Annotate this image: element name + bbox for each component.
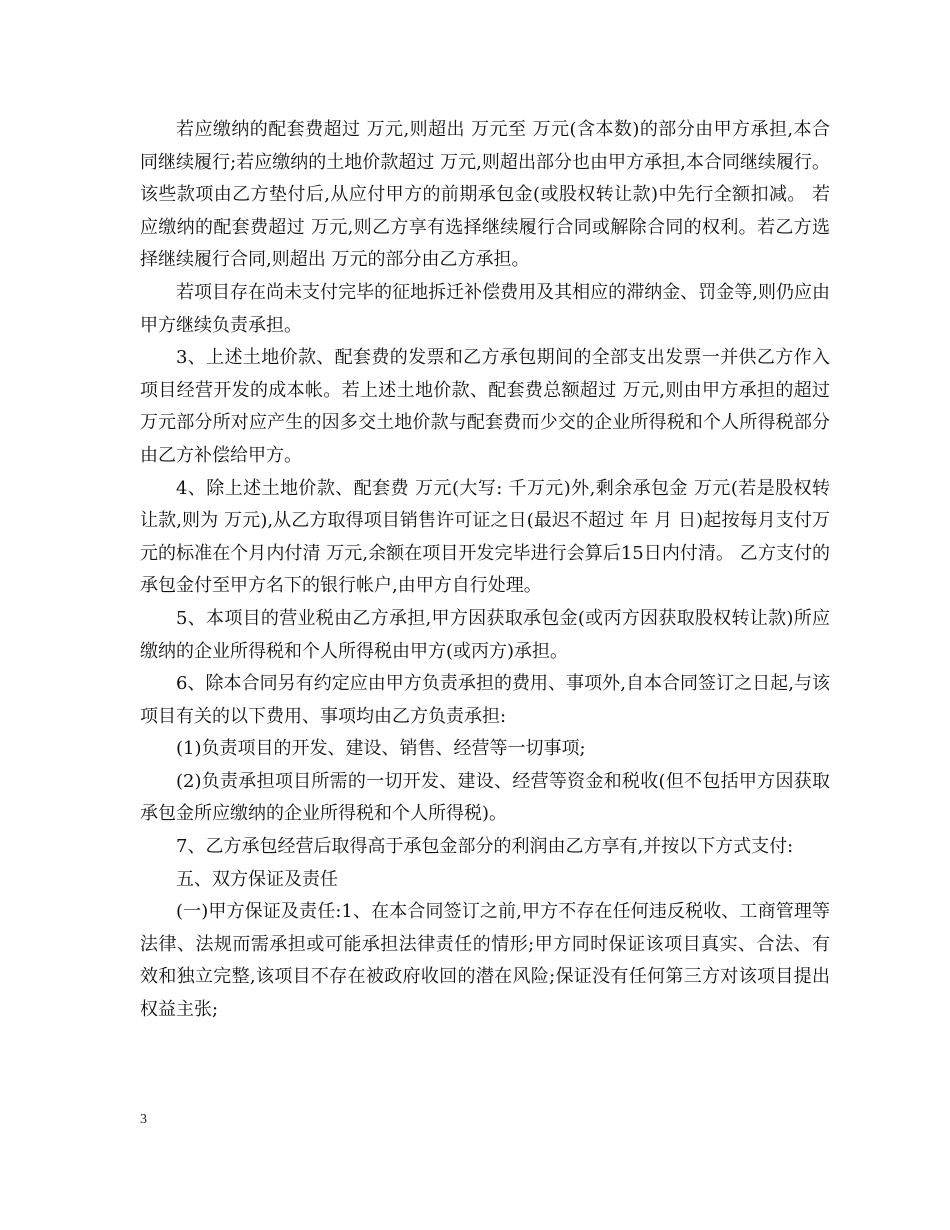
paragraph-clause-7-profit: 7、乙方承包经营后取得高于承包金部分的利润由乙方享有,并按以下方式支付: [176,836,794,858]
paragraph-obligation-2: (2)负责承担项目所需的一切开发、建设、经营等资金和税收(但不包括甲方因获取承包金所应缴纳的企业所得税和个人所得税)。 [140,770,830,825]
section-heading-guarantees: 五、双方保证及责任 [176,868,338,890]
paragraph-clause-3-invoices: 3、上述土地价款、配套费的发票和乙方承包期间的全部支出发票一并供乙方作入项目经营开发的成本帐。若上述土地价款、配套费总额超过 万元,则由甲方承担的超过 万元部分所对应产生的因多交土地价款与配套费而少交的企业所得税和个人所得税部分由乙方补偿给甲方。 [140,347,830,466]
paragraph-land-compensation: 若项目存在尚未支付完毕的征地拆迁补偿费用及其相应的滞纳金、罚金等,则仍应由甲方继续负责承担。 [140,281,830,336]
paragraph-clause-6-obligations: 6、除本合同另有约定应由甲方负责承担的费用、事项外,自本合同签订之日起,与该项目有关的以下费用、事项均由乙方负责承担: [140,673,830,727]
paragraph-party-a-guarantees: (一)甲方保证及责任:1、在本合同签订之前,甲方不存在任何违反税收、工商管理等法律、法规而需承担或可能承担法律责任的情形;甲方同时保证该项目真实、合法、有效和独立完整,该项目不存在被政府收回的潜在风险;保证没有任何第三方对该项目提出权益主张; [140,901,830,1021]
paragraph-obligation-1: (1)负责项目的开发、建设、销售、经营等一切事项; [176,738,586,760]
paragraph-clause-5-taxes: 5、本项目的营业税由乙方承担,甲方因获取承包金(或丙方因获取股权转让款)所应缴纳的企业所得税和个人所得税由甲方(或丙方)承担。 [140,607,830,662]
paragraph-fee-overrun: 若应缴纳的配套费超过 万元,则超出 万元至 万元(含本数)的部分由甲方承担,本合同继续履行;若应缴纳的土地价款超过 万元,则超出部分也由甲方承担,本合同继续履行。该些款项由乙方垫付后,从应付甲方的前期承包金(或股权转让款)中先行全额扣减。 若应缴纳的配套费超过 万元,则乙方享有选择继续履行合同或解除合同的权利。若乙方选择继续履行合同,则超出 万元的部分由乙方承担。 [140,119,830,271]
paragraph-clause-4-payment: 4、除上述土地价款、配套费 万元(大写: 千万元)外,剩余承包金 万元(若是股权转让款,则为 万元),从乙方取得项目销售许可证之日(最迟不超过 年 月 日)起按每月支付万元的标准在个月内付清 万元,余额在项目开发完毕进行会算后15日内付清。 乙方支付的承包金付至甲方名下的银行帐户,由甲方自行处理。 [140,477,830,597]
page-number: 3 [140,1112,147,1127]
document-body [140,114,830,1027]
